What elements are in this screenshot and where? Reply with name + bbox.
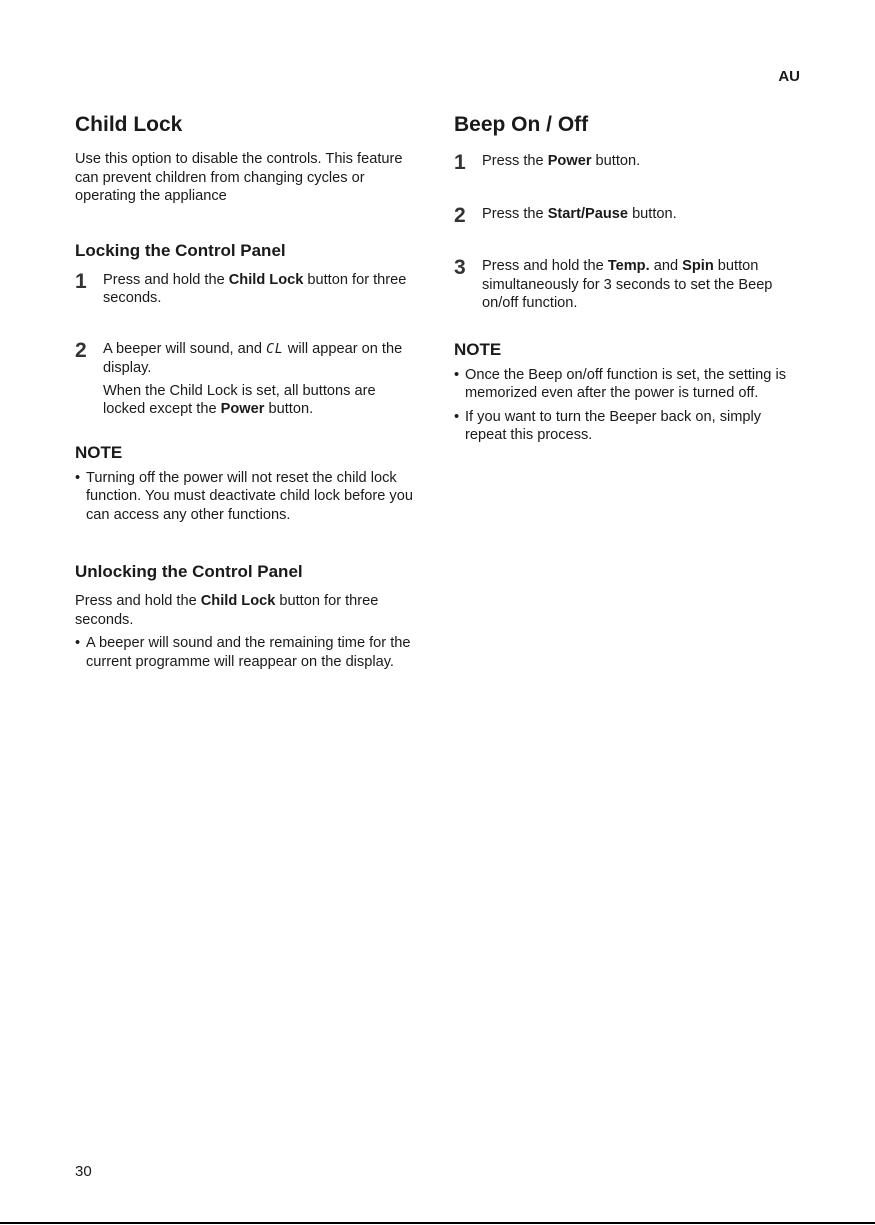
step-text: Press the Start/Pause button. (482, 205, 677, 222)
start-pause-button-label: Start/Pause (547, 205, 629, 222)
step-text: A beeper will sound, and CL will appear on the display. (103, 340, 403, 376)
unlock-text: Press and hold the Child Lock button for three seconds. (75, 593, 379, 628)
page-number: 30 (75, 1163, 92, 1180)
step-number: 2 (454, 203, 466, 227)
step-text: Press and hold the Temp. and Spin button simultaneously for 3 seconds to set the Beep on/off function. (482, 258, 773, 311)
bottom-rule (0, 1222, 875, 1224)
child-lock-intro: Use this option to disable the controls. This feature can prevent children from changing cycles or operating the appliance (75, 151, 403, 204)
beep-step-2 (454, 203, 804, 227)
child-lock-title: Child Lock (75, 113, 183, 136)
step-number: 1 (75, 269, 87, 293)
child-lock-button-label: Child Lock (228, 271, 304, 288)
note-bullet-2: • If you want to turn the Beeper back on, simply repeat this process. (454, 408, 804, 445)
beep-step-3 (454, 257, 804, 313)
power-button-label: Power (220, 401, 265, 417)
note-bullet-1: • Once the Beep on/off function is set, the setting is memorized even after the power is turned off. (454, 366, 804, 403)
locking-step-2 (75, 340, 420, 419)
unlock-bullet: • A beeper will sound and the remaining time for the current programme will reappear on the display. (75, 634, 420, 671)
step-text: Press the Power button. (482, 153, 641, 169)
spin-button-label: Spin (682, 258, 714, 274)
child-lock-section (75, 112, 420, 671)
step-number: 1 (454, 151, 466, 174)
note-title: NOTE (75, 442, 123, 462)
temp-button-label: Temp. (607, 258, 650, 274)
region-code: AU (778, 68, 800, 85)
step-number: 3 (454, 256, 466, 279)
cl-display-glyph: CL (266, 341, 284, 357)
note-bullet: • Turning off the power will not reset the child lock function. You must deactivate child lock before you can access any other functions. (75, 469, 420, 525)
beep-step-1 (454, 151, 804, 174)
unlocking-title: Unlocking the Control Panel (75, 562, 303, 581)
locking-step-1 (75, 271, 420, 308)
step-text: Press and hold the Child Lock button for three seconds. (103, 271, 407, 306)
step-number: 2 (75, 338, 87, 362)
power-button-label: Power (547, 153, 592, 169)
child-lock-button-label: Child Lock (200, 593, 276, 609)
note-title: NOTE (454, 339, 502, 359)
beep-section (454, 112, 804, 445)
beep-title: Beep On / Off (454, 113, 589, 136)
step-extra-text: When the Child Lock is set, all buttons are locked except the Power button. (103, 382, 376, 417)
locking-title: Locking the Control Panel (75, 240, 286, 260)
